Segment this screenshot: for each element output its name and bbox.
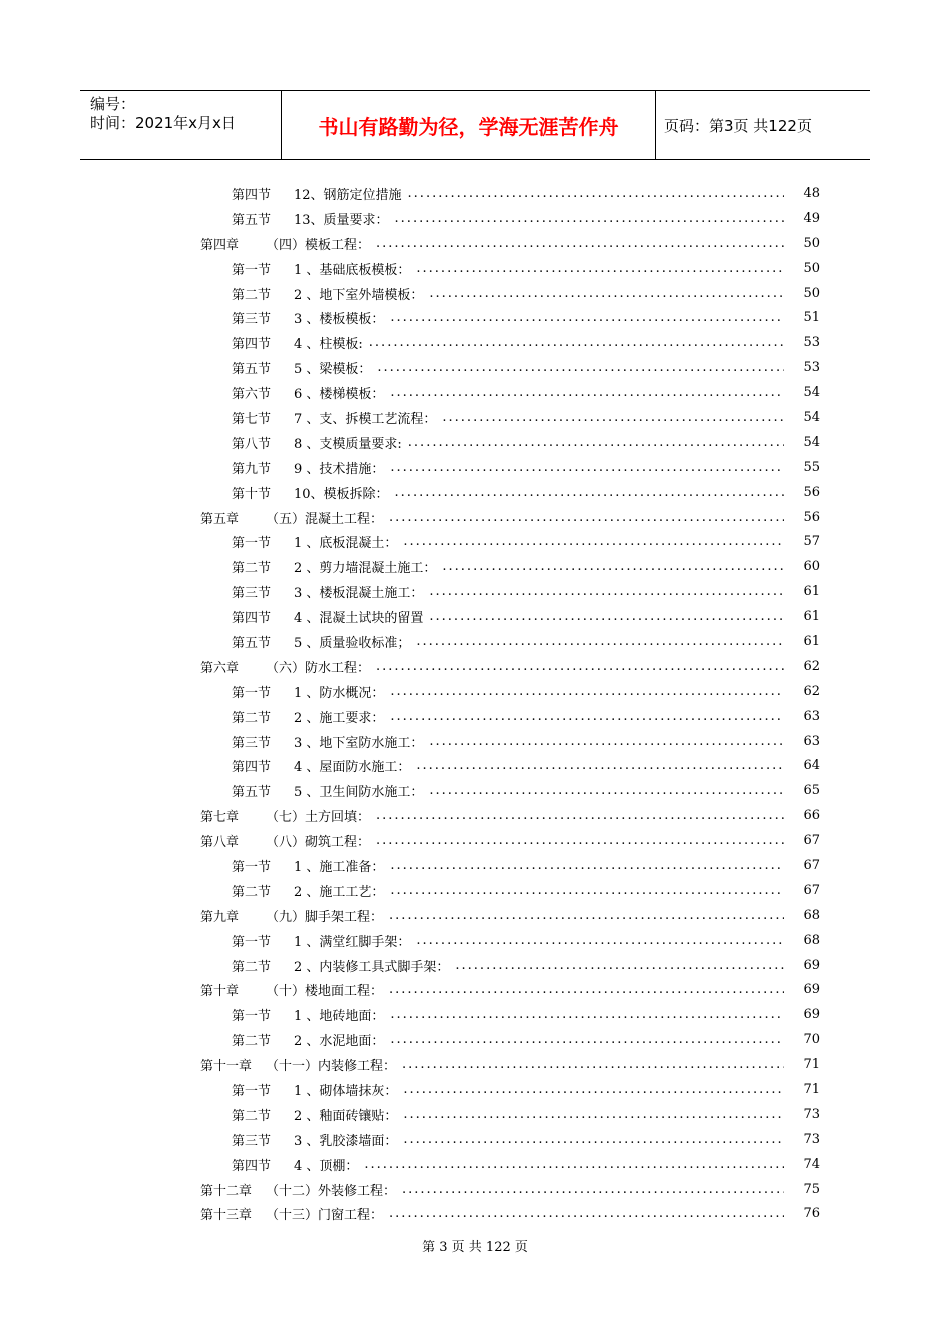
toc-entry-page: 69 [803,957,820,973]
toc-section-entry[interactable] [200,878,820,903]
toc-entry-page: 50 [803,285,820,301]
toc-dot-leader [376,808,784,823]
toc-entry-number: 第十章 [200,984,240,1000]
toc-section-entry[interactable] [200,256,820,281]
toc-entry-title: 2 、施工要求： [294,710,385,726]
toc-section-entry[interactable] [200,529,820,554]
toc-chapter-entry[interactable] [200,1052,820,1077]
toc-chapter-entry[interactable] [200,231,820,256]
toc-entry-title: （十三）门窗工程： [266,1208,384,1224]
toc-section-entry[interactable] [200,380,820,405]
toc-entry-page: 73 [803,1131,820,1147]
toc-dot-leader [364,1157,784,1172]
toc-chapter-entry[interactable] [200,654,820,679]
toc-entry-title: 4 、顶棚： [294,1158,359,1174]
toc-section-entry[interactable] [200,853,820,878]
toc-dot-leader [429,734,784,749]
toc-chapter-entry[interactable] [200,828,820,853]
toc-entry-page: 69 [803,982,820,998]
toc-entry-number: 第一节 [232,262,272,278]
toc-section-entry[interactable] [200,953,820,978]
toc-entry-page: 63 [803,733,820,749]
toc-entry-page: 66 [803,808,820,824]
toc-dot-leader [395,485,784,500]
toc-entry-title: 5 、卫生间防水施工： [294,785,424,801]
toc-entry-title: 5 、梁模板： [294,362,372,378]
header-page-info: 页码：第3页 共122页 [664,116,812,135]
toc-entry-number: 第一节 [232,685,272,701]
toc-entry-page: 76 [803,1206,820,1222]
toc-entry-title: 2 、内装修工具式脚手架： [294,959,450,975]
toc-dot-leader [455,958,784,973]
toc-entry-number: 第一节 [232,1084,272,1099]
toc-entry-page: 57 [803,534,820,550]
toc-entry-title: （九）脚手架工程： [266,909,384,925]
toc-dot-leader [389,510,784,525]
toc-entry-title: （四）模板工程： [266,237,371,253]
toc-dot-leader [403,534,784,549]
toc-entry-number: 第七章 [200,810,240,826]
toc-entry-number: 第六章 [200,660,240,676]
toc-section-entry[interactable] [200,405,820,430]
toc-dot-leader [377,360,784,375]
toc-entry-title: 4 、屋面防水施工： [294,760,411,776]
toc-entry-number: 第八节 [232,436,272,452]
toc-entry-page: 51 [803,310,820,326]
toc-entry-number: 第二节 [232,287,272,303]
toc-entry-number: 第二节 [232,561,272,577]
toc-dot-leader [390,858,784,873]
toc-dot-leader [376,659,784,674]
toc-entry-number: 第四节 [232,611,272,627]
toc-entry-page: 61 [803,584,820,600]
header-meta [90,95,280,133]
toc-dot-leader [408,186,784,201]
toc-section-entry[interactable] [200,1102,820,1127]
toc-section-entry[interactable] [200,629,820,654]
toc-section-entry[interactable] [200,1127,820,1152]
toc-chapter-entry[interactable] [200,978,820,1003]
toc-entry-number: 第十二章 [200,1183,253,1199]
toc-dot-leader [403,1107,784,1122]
toc-entry-number: 第六节 [232,387,272,403]
toc-entry-title: 2 、釉面砖镶贴： [294,1108,398,1124]
toc-entry-title: 12、钢筋定位措施 [294,187,402,203]
toc-entry-title: 1 、地砖地面： [294,1009,385,1025]
toc-entry-page: 60 [803,559,820,575]
toc-entry-page: 69 [803,1007,820,1023]
toc-entry-number: 第九节 [232,461,272,477]
toc-section-entry[interactable] [200,579,820,604]
toc-entry-title: （十一）内装修工程： [266,1059,397,1075]
toc-entry-title: 3 、楼板模板： [294,312,385,328]
toc-section-entry[interactable] [200,753,820,778]
toc-dot-leader [390,310,784,325]
toc-section-entry[interactable] [200,928,820,953]
toc-entry-page: 65 [803,783,820,799]
toc-entry-number: 第三节 [232,735,272,751]
toc-entry-page: 54 [803,434,820,450]
toc-entry-number: 第九章 [200,909,240,925]
toc-dot-leader [442,410,784,425]
toc-entry-title: 4 、柱模板: [294,337,363,353]
toc-dot-leader [416,933,784,948]
toc-entry-number: 第四节 [232,187,272,203]
toc-entry-number: 第十三章 [200,1208,253,1224]
toc-entry-title: 1 、防水概况： [294,685,385,701]
toc-entry-page: 67 [803,833,820,849]
toc-dot-leader [429,584,784,599]
toc-entry-page: 61 [803,633,820,649]
toc-entry-title: 1 、施工准备： [294,859,385,875]
toc-entry-number: 第一节 [232,934,272,950]
toc-section-entry[interactable] [200,480,820,505]
toc-entry-number: 第二节 [232,1108,272,1124]
toc-entry-number: 第五节 [232,212,272,228]
toc-entry-number: 第三节 [232,312,272,328]
toc-entry-page: 74 [803,1156,820,1172]
toc-entry-title: 3 、乳胶漆墙面： [294,1133,398,1149]
toc-entry-title: （六）防水工程： [266,660,371,676]
toc-entry-title: 6 、楼梯模板： [294,387,385,403]
toc-entry-page: 53 [803,335,820,351]
toc-entry-page: 68 [803,907,820,923]
toc-dot-leader [395,211,784,226]
toc-entry-page: 54 [803,385,820,401]
toc-entry-number: 第四节 [232,337,272,353]
toc-entry-page: 71 [803,1057,820,1073]
toc-chapter-entry[interactable] [200,803,820,828]
toc-entry-page: 63 [803,708,820,724]
toc-entry-number: 第十一章 [200,1059,253,1075]
toc-section-entry[interactable] [200,281,820,306]
toc-dot-leader [390,385,784,400]
toc-entry-page: 55 [803,459,820,475]
toc-entry-number: 第五章 [200,511,240,527]
toc-chapter-entry[interactable] [200,505,820,530]
toc-entry-page: 56 [803,484,820,500]
toc-dot-leader [390,684,784,699]
toc-entry-page: 54 [803,409,820,425]
toc-entry-title: 8 、支模质量要求: [294,436,402,452]
toc-entry-page: 50 [803,235,820,251]
toc-entry-title: （七）土方回填： [266,810,371,826]
toc-entry-number: 第五节 [232,785,272,801]
toc-entry-page: 49 [803,210,820,226]
toc-dot-leader [369,335,784,350]
toc-section-entry[interactable] [200,778,820,803]
toc-dot-leader [402,1182,784,1197]
page-header [80,90,870,160]
toc-entry-number: 第十节 [232,486,272,502]
toc-entry-page: 68 [803,932,820,948]
document-number-label: 编号： [90,95,136,113]
toc-dot-leader [390,1007,784,1022]
toc-entry-title: 2 、施工工艺： [294,884,385,900]
toc-dot-leader [390,883,784,898]
toc-dot-leader [442,559,784,574]
toc-entry-number: 第七节 [232,411,272,427]
toc-chapter-entry[interactable] [200,903,820,928]
toc-entry-number: 第八章 [200,835,240,851]
toc-entry-title: 1 、基础底板模板： [294,262,411,278]
toc-dot-leader [389,1206,784,1221]
toc-entry-title: 2 、地下室外墙模板： [294,287,424,303]
toc-entry-title: 1 、底板混凝土： [294,536,398,552]
toc-entry-title: 10、模板拆除： [294,486,389,502]
toc-entry-page: 53 [803,360,820,376]
toc-dot-leader [389,982,784,997]
toc-section-entry[interactable] [200,704,820,729]
toc-dot-leader [402,1057,784,1072]
toc-section-entry[interactable] [200,1077,820,1102]
toc-entry-number: 第四节 [232,1158,272,1174]
toc-entry-number: 第五节 [232,635,272,651]
toc-section-entry[interactable] [200,604,820,629]
toc-entry-title: （十二）外装修工程： [266,1183,397,1199]
page-footer: 第 3 页 共 122 页 [422,1240,528,1255]
toc-section-entry[interactable] [200,729,820,754]
toc-entry-title: （十）楼地面工程： [266,984,384,1000]
toc-section-entry[interactable] [200,330,820,355]
toc-entry-title: （八）砌筑工程： [266,835,371,851]
toc-dot-leader [390,709,784,724]
toc-entry-title: 3 、地下室防水施工： [294,735,424,751]
toc-entry-page: 62 [803,683,820,699]
toc-entry-title: 1 、满堂红脚手架： [294,934,411,950]
toc-dot-leader [390,460,784,475]
toc-entry-page: 71 [803,1082,820,1097]
toc-dot-leader [389,908,784,923]
toc-dot-leader [408,435,784,450]
toc-entry-title: 4 、混凝土试块的留置 [294,611,424,627]
toc-entry-title: 2 、剪力墙混凝土施工： [294,561,437,577]
toc-entry-page: 61 [803,609,820,625]
toc-chapter-entry[interactable] [200,1177,820,1202]
toc-section-entry[interactable] [200,206,820,231]
toc-entry-page: 67 [803,882,820,898]
toc-dot-leader [416,261,784,276]
toc-entry-number: 第二节 [232,710,272,726]
toc-dot-leader [403,1082,784,1097]
toc-entry-number: 第三节 [232,1133,272,1149]
toc-entry-page: 64 [803,758,820,774]
toc-entry-number: 第三节 [232,586,272,602]
toc-entry-title: （五）混凝土工程： [266,511,384,527]
toc-dot-leader [429,286,784,301]
toc-section-entry[interactable] [200,679,820,704]
toc-dot-leader [416,758,784,773]
toc-dot-leader [403,1132,784,1147]
toc-entry-title: 13、质量要求： [294,212,389,228]
toc-entry-page: 67 [803,857,820,873]
toc-section-entry[interactable] [200,554,820,579]
toc-section-entry[interactable] [200,1002,820,1027]
toc-entry-page: 62 [803,658,820,674]
toc-section-entry[interactable] [200,1027,820,1052]
toc-entry-number: 第二节 [232,1034,272,1050]
toc-chapter-entry[interactable] [200,1202,820,1227]
toc-entry-number: 第一节 [232,1009,272,1025]
toc-entry-number: 第二节 [232,884,272,900]
toc-entry-number: 第一节 [232,536,272,552]
document-time-label: 时间：2021年x月x日 [90,114,236,132]
toc-entry-title: 2 、水泥地面： [294,1034,385,1050]
toc-entry-title: 7 、支、拆模工艺流程： [294,411,437,427]
toc-dot-leader [429,609,784,624]
toc-section-entry[interactable] [200,355,820,380]
toc-dot-leader [376,833,784,848]
toc-entry-number: 第四章 [200,237,240,253]
toc-entry-number: 第四节 [232,760,272,776]
toc-dot-leader [376,236,784,251]
toc-entry-title: 5 、质量验收标准； [294,635,411,651]
toc-section-entry[interactable] [200,430,820,455]
toc-entry-title: 1 、砌体墙抹灰： [294,1084,398,1099]
toc-entry-title: 3 、楼板混凝土施工： [294,586,424,602]
toc-entry-title: 9 、技术措施： [294,461,385,477]
table-of-contents [200,181,820,1226]
toc-section-entry[interactable] [200,455,820,480]
toc-entry-page: 50 [803,260,820,276]
toc-entry-page: 73 [803,1106,820,1122]
toc-dot-leader [416,634,784,649]
toc-section-entry[interactable] [200,181,820,206]
toc-entry-number: 第五节 [232,362,272,378]
toc-entry-number: 第一节 [232,859,272,875]
toc-section-entry[interactable] [200,1152,820,1177]
toc-entry-number: 第二节 [232,959,272,975]
toc-entry-page: 48 [803,185,820,201]
toc-dot-leader [390,1032,784,1047]
header-motto: 书山有路勤为径，学海无涯苦作舟 [281,91,656,159]
toc-entry-page: 56 [803,509,820,525]
toc-dot-leader [429,783,784,798]
toc-section-entry[interactable] [200,305,820,330]
toc-entry-page: 70 [803,1032,820,1048]
toc-entry-page: 75 [803,1181,820,1197]
